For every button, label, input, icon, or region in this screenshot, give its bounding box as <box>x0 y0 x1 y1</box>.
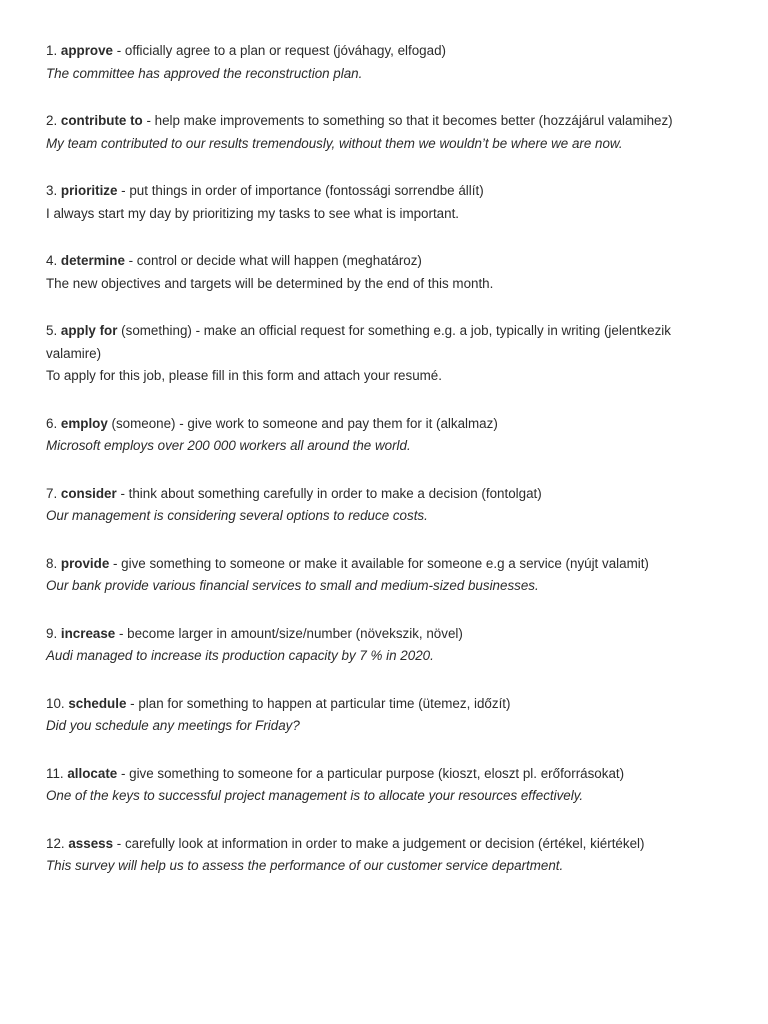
example-sentence: Did you schedule any meetings for Friday? <box>46 718 300 733</box>
vocab-entry-employ <box>46 413 722 458</box>
vocab-entry-contribute-to <box>46 110 722 155</box>
example-sentence: To apply for this job, please fill in this form and attach your resumé. <box>46 368 442 383</box>
vocab-entry-apply-for <box>46 320 722 388</box>
definition: - think about something carefully in order to make a decision (fontolgat) <box>116 485 542 501</box>
vocab-entry-consider <box>46 483 722 528</box>
entry-number: 3. <box>46 183 58 198</box>
term: schedule <box>68 695 127 711</box>
vocab-entry-allocate <box>46 763 722 808</box>
example-sentence: I always start my day by prioritizing my tasks to see what is important. <box>46 205 460 221</box>
term: provide <box>60 555 110 571</box>
example-sentence: My team contributed to our results tremendously, without them we wouldn’t be where we are now. <box>46 135 623 151</box>
term: increase <box>60 625 116 641</box>
example-sentence: This survey will help us to assess the performance of our customer service department. <box>46 858 564 873</box>
definition: - put things in order of importance (fontossági sorrendbe állít) <box>117 183 484 198</box>
entry-number: 5. <box>46 323 58 338</box>
term: determine <box>60 253 125 268</box>
vocab-entry-provide <box>46 553 722 598</box>
example-sentence: Our management is considering several options to reduce costs. <box>46 508 428 523</box>
term: allocate <box>67 765 118 781</box>
vocab-entry-determine <box>46 250 722 295</box>
entry-number: 6. <box>46 415 58 431</box>
definition-line <box>46 40 722 63</box>
term: consider <box>60 485 117 501</box>
term: prioritize <box>60 183 118 198</box>
definition-line <box>46 180 722 203</box>
definition-line <box>46 833 722 856</box>
definition-line <box>46 250 722 273</box>
term: approve <box>60 43 113 58</box>
vocab-entry-assess <box>46 833 722 878</box>
example-sentence: The new objectives and targets will be determined by the end of this month. <box>46 275 494 291</box>
entry-number: 9. <box>46 625 58 641</box>
vocab-entry-approve <box>46 40 722 85</box>
entry-number: 8. <box>46 555 58 571</box>
example-sentence: Microsoft employs over 200 000 workers all around the world. <box>46 438 411 453</box>
definition-line <box>46 413 722 436</box>
term: employ <box>60 415 108 431</box>
entry-number: 12. <box>46 835 65 851</box>
definition-line <box>46 553 722 576</box>
definition: - give something to someone or make it available for someone e.g a service (nyújt valamit) <box>109 555 649 571</box>
example-sentence: Our bank provide various financial services to small and medium-sized businesses. <box>46 578 539 593</box>
definition: - officially agree to a plan or request (jóváhagy, elfogad) <box>113 43 446 58</box>
term: contribute to <box>60 113 143 128</box>
definition: (someone) - give work to someone and pay them for it (alkalmaz) <box>107 415 498 431</box>
entry-number: 11. <box>46 765 64 781</box>
vocab-entry-increase <box>46 623 722 668</box>
example-sentence: One of the keys to successful project management is to allocate your resources effectively. <box>46 788 584 803</box>
definition: - control or decide what will happen (meghatároz) <box>124 253 422 268</box>
entry-number: 7. <box>46 485 58 501</box>
vocab-entry-prioritize <box>46 180 722 225</box>
definition: - give something to someone for a particular purpose (kioszt, eloszt pl. erőforrásokat) <box>117 765 625 781</box>
definition-line <box>46 623 722 646</box>
example-sentence: The committee has approved the reconstruction plan. <box>46 65 363 81</box>
entry-number: 4. <box>46 253 58 268</box>
definition-line <box>46 483 722 506</box>
definition: - plan for something to happen at particular time (ütemez, időzít) <box>126 695 511 711</box>
definition-line <box>46 763 722 786</box>
vocab-entry-schedule <box>46 693 722 738</box>
term: apply for <box>60 323 118 338</box>
example-sentence: Audi managed to increase its production capacity by 7 % in 2020. <box>46 648 434 663</box>
definition: (something) - make an official request for something e.g. a job, typically in writing (jelentkezik valamire) <box>46 323 671 361</box>
definition: - help make improvements to something so that it becomes better (hozzájárul valamihez) <box>142 113 673 128</box>
entry-number: 10. <box>46 695 65 711</box>
definition: - become larger in amount/size/number (növekszik, növel) <box>115 625 463 641</box>
definition: - carefully look at information in order to make a judgement or decision (értékel, kiértékel) <box>113 835 645 851</box>
entry-number: 1. <box>46 43 58 58</box>
definition-line <box>46 320 722 365</box>
term: assess <box>68 835 114 851</box>
definition-line <box>46 110 722 133</box>
entry-number: 2. <box>46 113 58 128</box>
definition-line <box>46 693 722 716</box>
